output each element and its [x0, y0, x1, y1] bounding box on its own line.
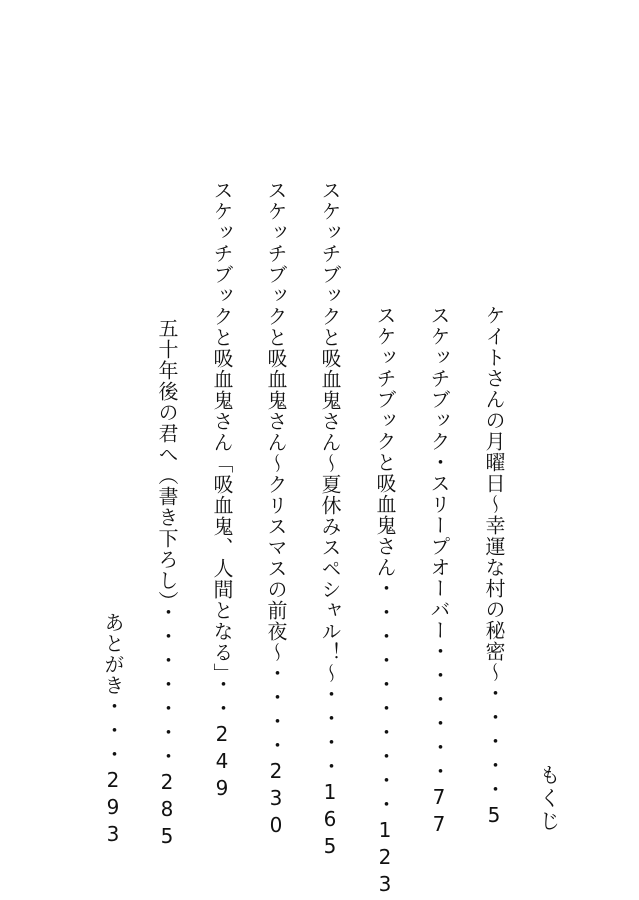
toc-entry — [429, 305, 449, 839]
entry-title: スケッチブックと吸血鬼さん〜クリスマスの前夜〜 — [264, 180, 288, 663]
entry-leader: ・・・ — [101, 696, 125, 768]
entry-page-number: 230 — [264, 759, 288, 840]
entry-page-number: 77 — [427, 785, 451, 839]
entry-page-number: 293 — [101, 768, 125, 849]
toc-entry — [103, 612, 123, 849]
entry-leader: ・・・・・・ — [427, 641, 451, 785]
entry-page-number: 249 — [210, 722, 234, 803]
entry-leader: ・・ — [210, 674, 234, 722]
entry-leader: ・・・・・・・・・・ — [373, 578, 397, 818]
toc-entry — [375, 305, 395, 899]
entry-page-number: 123 — [373, 818, 397, 899]
entry-leader: ・・・・・・・ — [155, 602, 179, 770]
toc-heading: もくじ — [537, 764, 561, 833]
toc-entry — [157, 318, 177, 851]
entry-title: スケッチブック・スリープオーバー — [427, 305, 451, 641]
entry-title: スケッチブックと吸血鬼さん「吸血鬼、人間となる」 — [210, 180, 234, 674]
toc-entry — [484, 305, 504, 830]
entry-leader: ・・・・ — [264, 663, 288, 759]
entry-page-number: 285 — [155, 770, 179, 851]
entry-leader: ・・・・ — [318, 684, 342, 780]
entry-title: ケイトさんの月曜日〜幸運な村の秘密〜 — [482, 305, 506, 683]
entry-page-number: 5 — [482, 803, 506, 830]
toc-entry — [266, 180, 286, 840]
entry-leader: ・・・・・ — [482, 683, 506, 803]
entry-title: あとがき — [101, 612, 125, 696]
toc-entry — [320, 180, 340, 861]
toc-entry — [212, 180, 232, 803]
entry-title: スケッチブックと吸血鬼さん〜夏休みスペシャル！〜 — [318, 180, 342, 684]
entry-title: 五十年後の君へ（書き下ろし） — [155, 318, 179, 602]
entry-title: スケッチブックと吸血鬼さん — [373, 305, 397, 578]
entry-page-number: 165 — [318, 780, 342, 861]
